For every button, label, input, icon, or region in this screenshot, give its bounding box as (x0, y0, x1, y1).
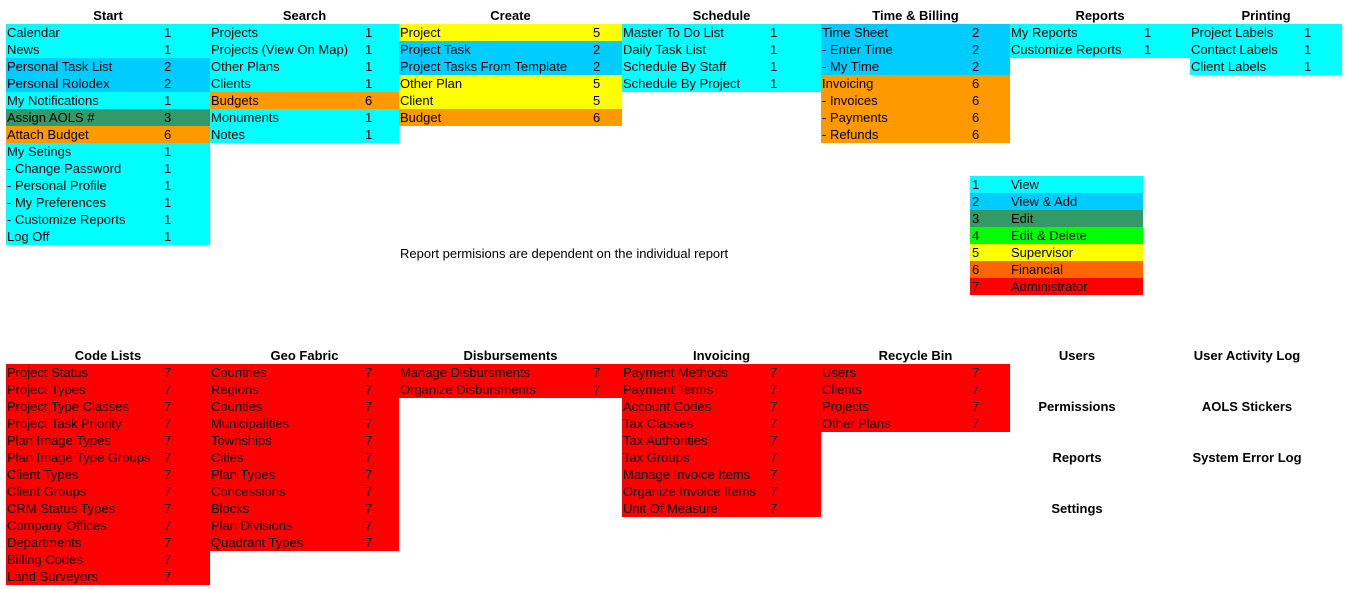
section-code-lists (6, 347, 210, 585)
permission-level-value: 6 (972, 93, 980, 108)
header-users: Users (1058, 348, 1096, 363)
permission-level-value: 7 (164, 467, 172, 482)
permission-level-value: 7 (164, 501, 172, 516)
permission-label: Client Types (7, 467, 79, 482)
permission-label: Departments (7, 535, 82, 550)
section-create (399, 7, 622, 126)
permission-label: Notes (211, 127, 245, 142)
permission-level-value: 1 (1304, 25, 1312, 40)
permission-row-billing-codes (6, 551, 210, 568)
permission-level-value: 7 (365, 501, 373, 516)
permission-row-my-preferences (6, 194, 210, 211)
permission-row-my-reports (1010, 24, 1190, 41)
permission-level-value: 1 (365, 42, 373, 57)
permission-label: - Personal Profile (7, 178, 107, 193)
permission-row-clients (821, 381, 1010, 398)
permission-label: Municipalities (211, 416, 290, 431)
permission-level-value: 1 (365, 110, 373, 125)
section-time-billing (821, 7, 1010, 143)
permission-level-value: 1 (1304, 59, 1312, 74)
permission-label: Other Plan (400, 76, 463, 91)
permission-row-client-types (6, 466, 210, 483)
permission-level-value: 7 (365, 416, 373, 431)
permission-row-projects (210, 24, 399, 41)
section-header: Printing (1241, 8, 1291, 23)
permission-row-project-task-priority (6, 415, 210, 432)
permission-label: - Enter Time (822, 42, 893, 57)
header-reports-admin: Reports (1052, 450, 1102, 465)
permission-label: Blocks (211, 501, 250, 516)
permission-label: My Notifications (7, 93, 99, 108)
permission-level-value: 7 (770, 365, 778, 380)
permission-level-value: 7 (365, 382, 373, 397)
permission-label: Log Off (7, 229, 50, 244)
permission-row-land-surveyors (6, 568, 210, 585)
permission-row-my-time (821, 58, 1010, 75)
permission-row-countries (210, 364, 399, 381)
permission-level-value: 7 (972, 416, 980, 431)
legend-number: 3 (972, 211, 980, 226)
permission-label: Project Task Priority (7, 416, 122, 431)
permission-level-value: 7 (164, 518, 172, 533)
permission-label: - Invoices (822, 93, 878, 108)
permission-level-value: 6 (972, 127, 980, 142)
section-invoicing (622, 347, 821, 517)
header-settings: Settings (1051, 501, 1103, 516)
permission-level-value: 1 (365, 76, 373, 91)
permission-label: - Payments (822, 110, 888, 125)
permission-row-other-plans (210, 58, 399, 75)
permission-row-news (6, 41, 210, 58)
permission-row-master-to-do-list (622, 24, 821, 41)
permission-label: Regions (211, 382, 259, 397)
permission-level-value: 7 (164, 433, 172, 448)
permission-label: Schedule By Staff (623, 59, 727, 74)
permission-label: Payment Methods (623, 365, 728, 380)
permission-row-contact-labels (1190, 41, 1342, 58)
permission-label: Project Tasks From Template (400, 59, 568, 74)
permission-level-value: 7 (770, 399, 778, 414)
permission-level-value: 1 (365, 25, 373, 40)
permission-label: Unit Of Measure (623, 501, 718, 516)
section-recycle-bin (821, 347, 1010, 432)
permission-label: Clients (822, 382, 862, 397)
permission-level-value: 1 (770, 76, 778, 91)
section-header: Time & Billing (872, 8, 959, 23)
permission-label: Tax Authorities (623, 433, 708, 448)
permission-level-value: 7 (770, 416, 778, 431)
permission-label: Manage Disbursments (400, 365, 531, 380)
permission-label: Project Type Classes (7, 399, 129, 414)
permission-label: Land Surveyors (7, 569, 99, 584)
legend-item-view (970, 176, 1143, 193)
section-header: Search (282, 8, 327, 23)
permission-row-attach-budget (6, 126, 210, 143)
permission-level-value: 1 (365, 59, 373, 74)
permission-row-budgets (210, 92, 399, 109)
permission-label: Project (400, 25, 441, 40)
permission-label: Tax Groups (623, 450, 690, 465)
permission-row-log-off (6, 228, 210, 245)
permission-level-value: 1 (164, 144, 172, 159)
permission-row-blocks (210, 500, 399, 517)
permission-level-value: 7 (770, 501, 778, 516)
permission-level-value: 2 (164, 59, 172, 74)
permission-label: My Reports (1011, 25, 1078, 40)
permission-label: Plan Image Types (7, 433, 111, 448)
permission-level-value: 1 (1144, 42, 1152, 57)
permission-label: - My Time (822, 59, 880, 74)
permission-label: Clients (211, 76, 251, 91)
permission-row-calendar (6, 24, 210, 41)
permission-level-value: 7 (164, 552, 172, 567)
permission-label: Budgets (211, 93, 259, 108)
permission-level-value: 2 (164, 76, 172, 91)
legend-label: Supervisor (1011, 245, 1074, 260)
permission-label: Plan Types (211, 467, 276, 482)
section-geo-fabric (210, 347, 399, 551)
permission-level-value: 1 (164, 93, 172, 108)
permission-level-value: 7 (972, 399, 980, 414)
permission-level-value: 7 (972, 382, 980, 397)
permission-label: Payment Terms (623, 382, 714, 397)
permission-level-value: 1 (164, 195, 172, 210)
permission-level-value: 1 (164, 212, 172, 227)
permission-row-invoices (821, 92, 1010, 109)
permission-level-value: 7 (164, 450, 172, 465)
permission-level-value: 7 (164, 569, 172, 584)
permission-level-value: 2 (972, 25, 980, 40)
permission-label: Project Status (7, 365, 88, 380)
section-header: Reports (1075, 8, 1125, 23)
permission-row-municipalities (210, 415, 399, 432)
permission-level-value: 1 (164, 42, 172, 57)
permission-level-value: 6 (593, 110, 601, 125)
permission-row-other-plans (821, 415, 1010, 432)
legend-number: 7 (972, 279, 980, 294)
permission-level-value: 3 (164, 110, 172, 125)
permission-row-unit-of-measure (622, 500, 821, 517)
permission-level-value: 1 (164, 229, 172, 244)
permission-label: Countries (211, 365, 267, 380)
permission-row-other-plan (399, 75, 622, 92)
permission-row-tax-classes (622, 415, 821, 432)
permission-row-client (399, 92, 622, 109)
permission-label: News (7, 42, 40, 57)
permission-label: Other Plans (211, 59, 280, 74)
permission-level-value: 7 (770, 467, 778, 482)
permission-row-departments (6, 534, 210, 551)
legend-label: Edit (1011, 211, 1034, 226)
permission-row-payments (821, 109, 1010, 126)
permission-label: Concessions (211, 484, 286, 499)
permission-row-customize-reports (6, 211, 210, 228)
section-printing (1190, 7, 1342, 75)
permission-row-tax-authorities (622, 432, 821, 449)
report-permissions-note: Report permisions are dependent on the individual report (400, 246, 729, 261)
permission-label: Time Sheet (822, 25, 888, 40)
permission-row-company-offices (6, 517, 210, 534)
permission-row-my-notifications (6, 92, 210, 109)
permission-label: Account Codes (623, 399, 712, 414)
permission-level-value: 7 (164, 416, 172, 431)
permission-row-crm-status-types (6, 500, 210, 517)
section-header: Code Lists (74, 348, 142, 363)
permission-level-value: 5 (593, 93, 601, 108)
permission-row-personal-task-list (6, 58, 210, 75)
legend-item-view-add (970, 193, 1143, 210)
permission-row-quadrant-types (210, 534, 399, 551)
legend-label: Financial (1011, 262, 1064, 277)
permission-label: - Refunds (822, 127, 879, 142)
permission-level-value: 6 (164, 127, 172, 142)
header-permissions: Permissions (1038, 399, 1116, 414)
permission-label: Organize Disbursments (400, 382, 536, 397)
permission-level-value: 7 (365, 450, 373, 465)
permission-level-value: 7 (770, 382, 778, 397)
permission-row-schedule-by-project (622, 75, 821, 92)
permission-row-manage-invoice-items (622, 466, 821, 483)
permission-label: Monuments (211, 110, 279, 125)
permission-row-client-labels (1190, 58, 1342, 75)
legend-number: 4 (972, 228, 980, 243)
permission-row-budget (399, 109, 622, 126)
permission-label: Townships (211, 433, 272, 448)
permission-row-personal-profile (6, 177, 210, 194)
permission-level-value: 5 (593, 76, 601, 91)
permission-row-tax-groups (622, 449, 821, 466)
permission-label: Organize Invoice Items (623, 484, 756, 499)
permission-row-project-labels (1190, 24, 1342, 41)
permission-label: Projects (View On Map) (211, 42, 349, 57)
permission-label: Client (400, 93, 434, 108)
permission-label: Counties (211, 399, 263, 414)
permission-label: Client Groups (7, 484, 87, 499)
permission-label: Projects (211, 25, 258, 40)
permission-label: - Customize Reports (7, 212, 126, 227)
permission-label: Quadrant Types (211, 535, 304, 550)
permission-row-assign-aols (6, 109, 210, 126)
legend-item-financial (970, 261, 1143, 278)
permission-label: Tax Classes (623, 416, 694, 431)
permission-legend (970, 176, 1143, 295)
permission-label: Assign AOLS # (7, 110, 95, 125)
permission-label: Master To Do List (623, 25, 724, 40)
permission-level-value: 7 (365, 467, 373, 482)
permission-row-projects-view-on-map (210, 41, 399, 58)
permission-label: Personal Rolodex (7, 76, 110, 91)
permission-level-value: 6 (972, 76, 980, 91)
permission-level-value: 1 (770, 59, 778, 74)
permission-label: Attach Budget (7, 127, 89, 142)
permission-row-change-password (6, 160, 210, 177)
header-aols-stickers: AOLS Stickers (1201, 399, 1293, 414)
legend-label: Edit & Delete (1011, 228, 1087, 243)
section-header: Invoicing (692, 348, 751, 363)
permission-label: My Setings (7, 144, 72, 159)
permission-row-enter-time (821, 41, 1010, 58)
permission-level-value: 7 (593, 382, 601, 397)
section-disbursements (399, 347, 622, 398)
permission-row-payment-methods (622, 364, 821, 381)
permission-row-payment-terms (622, 381, 821, 398)
permission-level-value: 2 (593, 42, 601, 57)
permission-level-value: 7 (365, 535, 373, 550)
permission-label: Customize Reports (1011, 42, 1122, 57)
permission-row-cities (210, 449, 399, 466)
permission-level-value: 7 (770, 433, 778, 448)
permission-level-value: 7 (770, 450, 778, 465)
permission-row-clients (210, 75, 399, 92)
permission-label: Invoicing (822, 76, 874, 91)
section-header: Disbursements (463, 348, 558, 363)
permission-level-value: 7 (365, 484, 373, 499)
legend-label: Administrator (1011, 279, 1088, 294)
permission-row-client-groups (6, 483, 210, 500)
section-header: Geo Fabric (270, 348, 339, 363)
permission-row-my-setings (6, 143, 210, 160)
permission-level-value: 1 (770, 42, 778, 57)
header-user-activity-log: User Activity Log (1193, 348, 1301, 363)
permission-label: Billing Codes (7, 552, 83, 567)
section-reports (1010, 7, 1190, 58)
permission-row-time-sheet (821, 24, 1010, 41)
permission-row-schedule-by-staff (622, 58, 821, 75)
permission-row-account-codes (622, 398, 821, 415)
permission-level-value: 1 (1144, 25, 1152, 40)
permission-label: Project Types (7, 382, 86, 397)
permission-row-townships (210, 432, 399, 449)
permission-label: Contact Labels (1191, 42, 1278, 57)
permission-row-daily-task-list (622, 41, 821, 58)
legend-label: View & Add (1011, 194, 1078, 209)
permission-level-value: 7 (365, 399, 373, 414)
permission-label: - Change Password (7, 161, 122, 176)
legend-item-edit (970, 210, 1143, 227)
permission-level-value: 6 (972, 110, 980, 125)
permission-level-value: 7 (164, 535, 172, 550)
permission-label: Client Labels (1191, 59, 1267, 74)
permission-row-manage-disbursments (399, 364, 622, 381)
permission-label: Cities (211, 450, 244, 465)
permission-row-users (821, 364, 1010, 381)
legend-item-supervisor (970, 244, 1143, 261)
legend-number: 6 (972, 262, 980, 277)
section-schedule (622, 7, 821, 92)
legend-item-edit-delete (970, 227, 1143, 244)
permission-level-value: 7 (770, 484, 778, 499)
permission-label: Other Plans (822, 416, 891, 431)
permission-level-value: 5 (593, 25, 601, 40)
permission-level-value: 1 (1304, 42, 1312, 57)
permission-row-customize-reports (1010, 41, 1190, 58)
permission-level-value: 7 (972, 365, 980, 380)
permission-level-value: 1 (164, 178, 172, 193)
permission-row-personal-rolodex (6, 75, 210, 92)
permission-label: Plan Image Type Groups (7, 450, 151, 465)
permission-row-plan-image-types (6, 432, 210, 449)
permission-label: Project Task (400, 42, 471, 57)
permission-label: Calendar (7, 25, 60, 40)
legend-number: 5 (972, 245, 980, 260)
permission-row-project-types (6, 381, 210, 398)
permission-label: Project Labels (1191, 25, 1274, 40)
section-header: Create (490, 8, 531, 23)
permission-row-plan-divisions (210, 517, 399, 534)
permission-row-regions (210, 381, 399, 398)
permission-row-plan-types (210, 466, 399, 483)
permission-label: Users (822, 365, 856, 380)
legend-item-administrator (970, 278, 1143, 295)
permission-row-project-status (6, 364, 210, 381)
permission-level-value: 1 (770, 25, 778, 40)
permission-label: CRM Status Types (7, 501, 116, 516)
permission-level-value: 7 (164, 399, 172, 414)
permission-label: Daily Task List (623, 42, 706, 57)
permission-level-value: 6 (365, 93, 373, 108)
permission-level-value: 7 (365, 518, 373, 533)
permission-label: Schedule By Project (623, 76, 741, 91)
permission-row-project-task (399, 41, 622, 58)
section-header: Schedule (692, 8, 751, 23)
permission-level-value: 7 (365, 433, 373, 448)
permission-row-counties (210, 398, 399, 415)
permission-level-value: 2 (972, 42, 980, 57)
permission-level-value: 1 (164, 161, 172, 176)
permission-level-value: 2 (593, 59, 601, 74)
permission-level-value: 7 (593, 365, 601, 380)
permission-row-organize-disbursments (399, 381, 622, 398)
header-system-error-log: System Error Log (1192, 450, 1302, 465)
legend-label: View (1011, 177, 1039, 192)
permission-label: Company Offices (7, 518, 107, 533)
permission-label: Budget (400, 110, 442, 125)
permission-level-value: 1 (365, 127, 373, 142)
legend-number: 2 (972, 194, 980, 209)
permission-row-project-tasks-from-template (399, 58, 622, 75)
permission-label: - My Preferences (7, 195, 106, 210)
permission-row-project-type-classes (6, 398, 210, 415)
legend-number: 1 (972, 177, 980, 192)
permission-level-value: 1 (164, 25, 172, 40)
permission-row-concessions (210, 483, 399, 500)
permission-level-value: 7 (164, 365, 172, 380)
permission-label: Plan Divisions (211, 518, 293, 533)
section-start (6, 7, 210, 245)
section-header: Start (93, 8, 123, 23)
section-header: Recycle Bin (878, 348, 953, 363)
permission-row-project (399, 24, 622, 41)
permission-row-notes (210, 126, 399, 143)
permission-row-invoicing (821, 75, 1010, 92)
permission-row-organize-invoice-items (622, 483, 821, 500)
permission-row-refunds (821, 126, 1010, 143)
permission-row-projects (821, 398, 1010, 415)
permission-level-value: 7 (164, 382, 172, 397)
permission-row-plan-image-type-groups (6, 449, 210, 466)
permission-label: Projects (822, 399, 869, 414)
permission-label: Manage Invoice Items (623, 467, 751, 482)
permission-level-value: 2 (972, 59, 980, 74)
section-search (210, 7, 399, 143)
permission-level-value: 7 (365, 365, 373, 380)
permission-label: Personal Task List (7, 59, 113, 74)
permission-level-value: 7 (164, 484, 172, 499)
permission-row-monuments (210, 109, 399, 126)
